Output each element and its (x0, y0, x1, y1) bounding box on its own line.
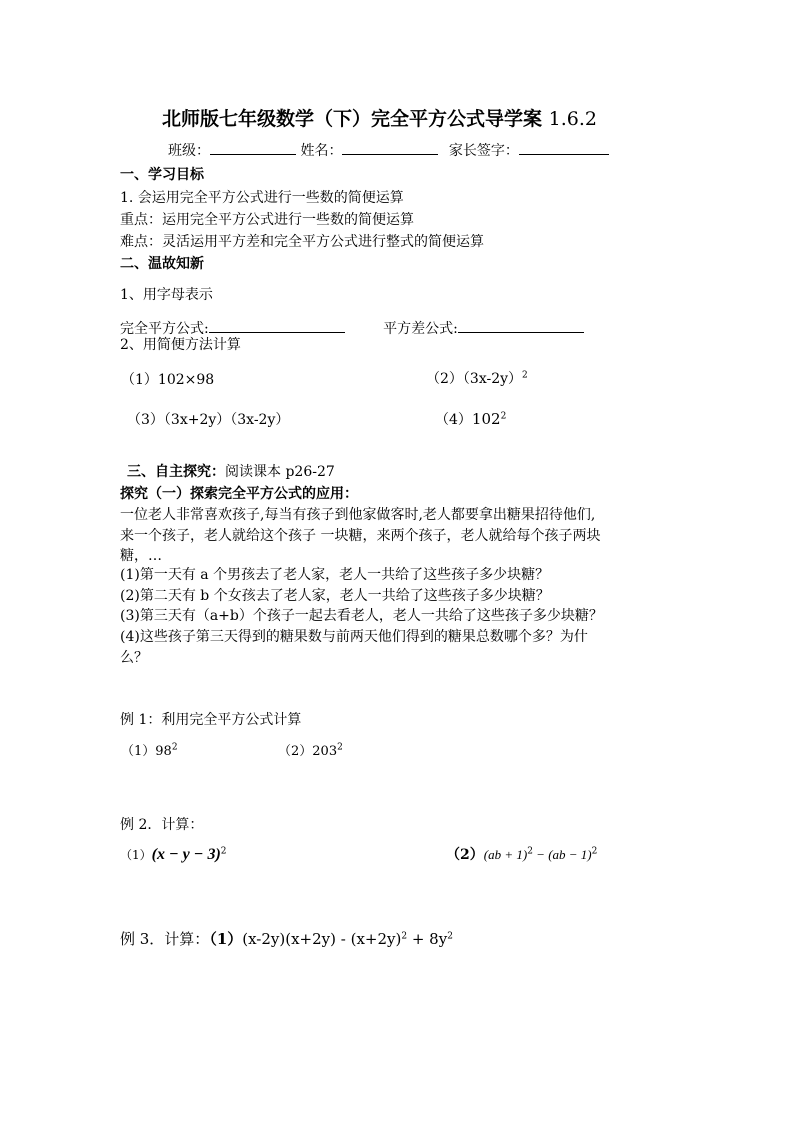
example-3-exp-2: 2 (447, 931, 453, 942)
example-1-problem-1-label: （1） (121, 744, 156, 759)
example-2-problem-2 (446, 846, 597, 864)
review-problem-1: （1）102×98 (121, 372, 215, 388)
formula-row (120, 318, 584, 338)
self-study-note: 阅读课本 p26-27 (225, 464, 335, 480)
student-info-row (168, 140, 609, 160)
section-heading-review: 二、温故知新 (120, 256, 204, 272)
story-line-3: 糖，… (120, 548, 162, 564)
example-2-problem-1-exp: 2 (220, 846, 227, 857)
class-field[interactable] (210, 140, 296, 155)
example-3-title: 例 3．计算： (120, 930, 210, 948)
self-study-title: 三、自主探究： (127, 464, 225, 480)
goal-line: 1. 会运用完全平方公式进行一些数的简便运算 (120, 190, 404, 206)
question-2: (2)第二天有 b 个女孩去了老人家，老人一共给了这些孩子多少块糖？ (120, 588, 550, 604)
difference-of-squares-label: 平方差公式: (383, 321, 458, 337)
example-2-problem-2-term-a: (ab + 1) (483, 847, 528, 862)
class-label: 班级： (168, 143, 210, 159)
example-2-title: 例 2．计算： (120, 817, 204, 833)
review-problem-4 (435, 410, 506, 429)
example-3-expr-1: (x-2y)(x+2y) - (x+2y) (242, 930, 402, 948)
example-1-problem-2 (278, 743, 343, 761)
example-2-problem-2-term-b: (ab − 1) (548, 847, 592, 862)
key-point-line: 重点：运用完全平方公式进行一些数的简便运算 (120, 212, 414, 228)
example-1-problem-2-label: （2） (278, 744, 313, 759)
story-line-2: 来一个孩子，老人就给这个孩子 一块糖，来两个孩子，老人就给每个孩子两块 (120, 528, 601, 544)
example-1-title: 例 1：利用完全平方公式计算 (120, 712, 302, 728)
difference-of-squares-field[interactable] (458, 318, 584, 333)
example-1-problem-1-base: 98 (155, 744, 172, 759)
review-item-2: 2、用简便方法计算 (120, 337, 241, 353)
parent-sign-label: 家长签字： (448, 143, 519, 159)
example-3-label: （1） (209, 930, 243, 948)
example-2-problem-1 (120, 846, 227, 864)
question-4-line-2: 么？ (120, 650, 148, 666)
section-heading-goals: 一、学习目标 (120, 167, 204, 183)
example-2-problem-2-label: （2） (446, 847, 484, 863)
explore-title: 探究（一）探索完全平方公式的应用： (120, 486, 358, 502)
example-3-exp-1: 2 (401, 931, 408, 942)
review-problem-4-exp: 2 (500, 411, 507, 422)
example-1-problem-2-base: 203 (312, 744, 338, 759)
question-1: (1)第一天有 a 个男孩去了老人家，老人一共给了这些孩子多少块糖？ (120, 567, 550, 583)
example-1-problem-1 (121, 743, 178, 761)
example-2-problem-2-term-a-exp: 2 (527, 846, 533, 857)
example-2-problem-1-label: （1） (120, 848, 152, 862)
example-3 (120, 930, 453, 949)
example-2-problem-1-expr: (x − y − 3) (151, 846, 221, 863)
perfect-square-field[interactable] (209, 318, 345, 333)
parent-sign-field[interactable] (519, 140, 609, 155)
story-line-1: 一位老人非常喜欢孩子,每当有孩子到他家做客时,老人都要拿出糖果招待他们, (120, 507, 596, 523)
difficulty-line: 难点：灵活运用平方差和完全平方公式进行整式的简便运算 (120, 234, 484, 250)
review-problem-2-expr: （2）（3x-2y） (426, 371, 523, 387)
review-item-1: 1、用字母表示 (120, 287, 213, 303)
example-2-problem-2-minus: − (532, 847, 549, 862)
name-label: 姓名： (300, 143, 343, 159)
review-problem-2-exp: 2 (522, 370, 528, 381)
self-study-heading (127, 463, 335, 481)
review-problem-4-base: 102 (471, 410, 501, 428)
question-3: (3)第三天有（a+b）个孩子一起去看老人，老人一共给了这些孩子多少块糖？ (120, 608, 603, 624)
example-1-problem-1-exp: 2 (171, 742, 178, 753)
example-3-expr-2: + 8y (407, 930, 448, 948)
page-title (162, 107, 597, 131)
question-4-line-1: (4)这些孩子第三天得到的糖果数与前两天他们得到的糖果总数哪个多？为什 (120, 629, 588, 645)
review-problem-3: （3）（3x+2y）（3x-2y） (127, 412, 290, 428)
title-version: 1.6.2 (548, 108, 597, 130)
title-text: 北师版七年级数学（下）完全平方公式导学案 (162, 108, 543, 130)
example-1-problem-2-exp: 2 (337, 742, 343, 753)
example-2-problem-2-term-b-exp: 2 (591, 846, 598, 857)
perfect-square-label: 完全平方公式: (120, 321, 209, 337)
name-field[interactable] (342, 140, 438, 155)
review-problem-4-label: （4） (435, 412, 472, 428)
review-problem-2 (426, 370, 528, 388)
